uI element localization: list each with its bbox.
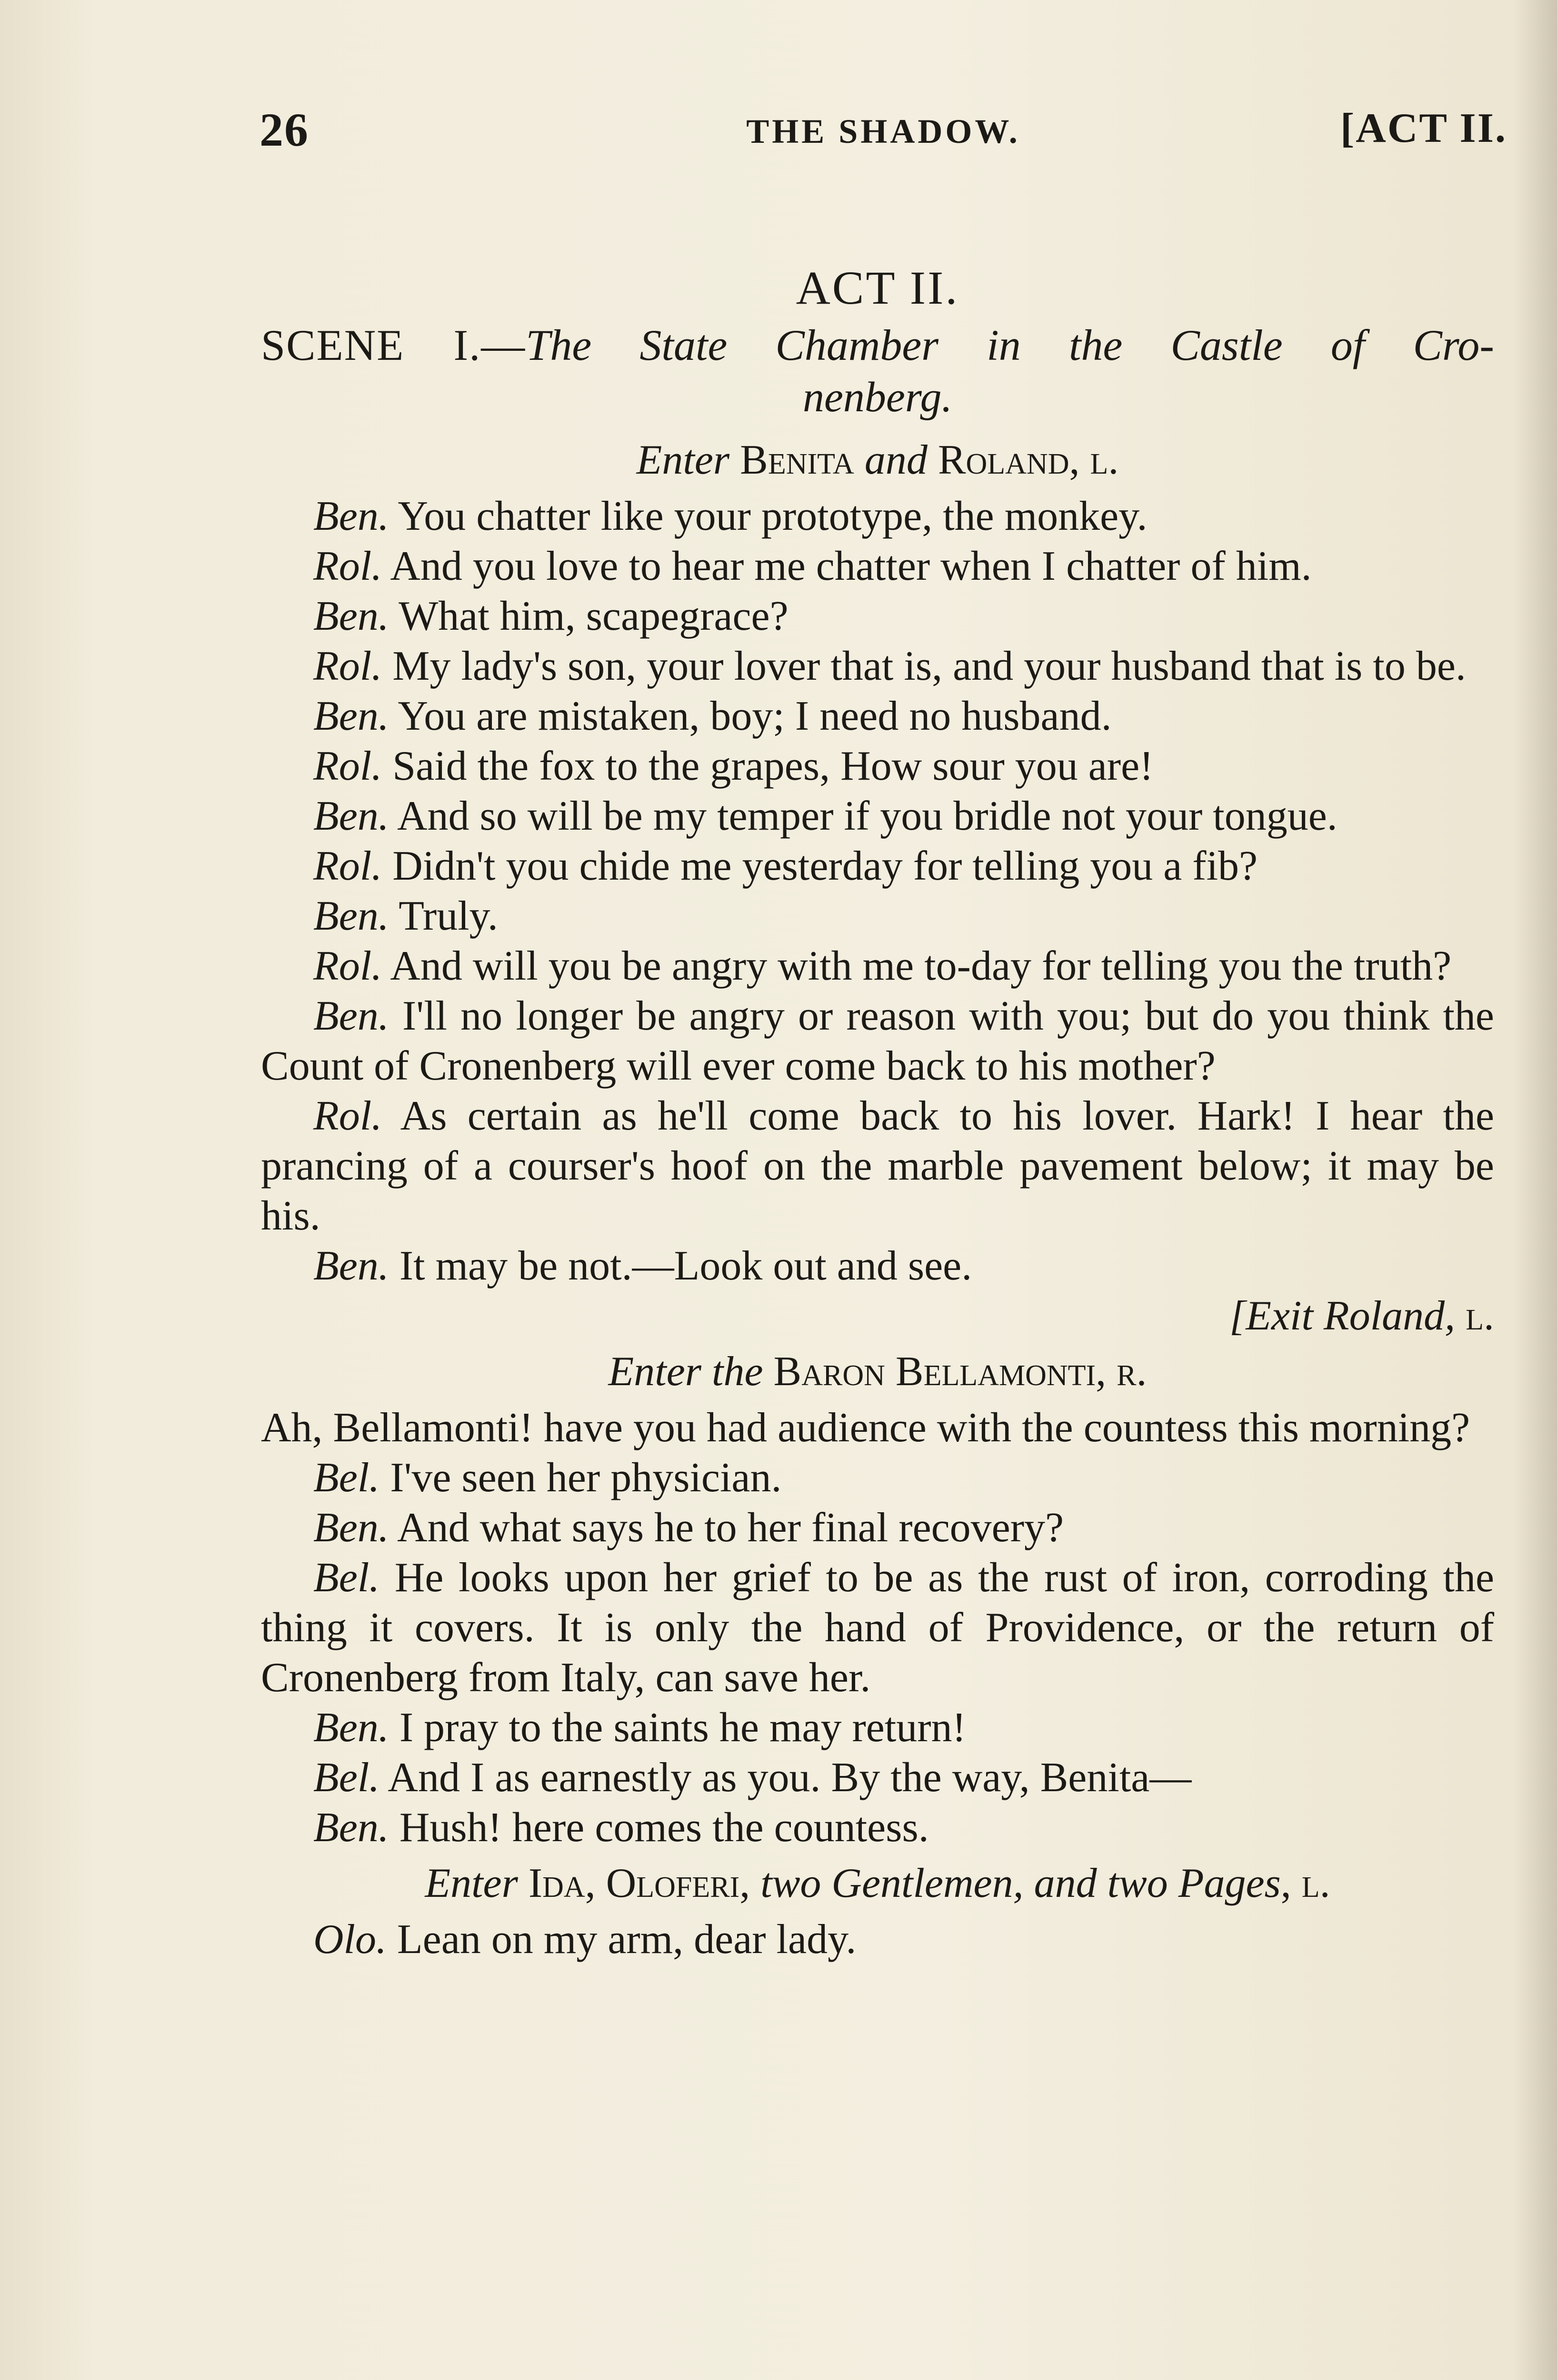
speech-line [261, 1553, 1494, 1703]
speaker-name: Ben. [313, 693, 389, 739]
speaker-name: Bel. [313, 1455, 380, 1501]
speech-line [261, 791, 1494, 841]
speech-line [261, 691, 1494, 741]
stage-side: , l. [1280, 1860, 1330, 1906]
speech-line [261, 941, 1494, 991]
scene-location: The State Chamber in the Castle of Cro- [526, 321, 1495, 369]
speech-line [261, 641, 1494, 691]
speech-text: I'll no longer be angry or reason with you; but do you think the Count of Cronenberg will ever come back to his mother? [261, 993, 1494, 1089]
stage-direction-enter-ida: Enter Ida, Oloferi, two Gentlemen, and two Pages, l. [425, 1860, 1330, 1906]
speech-line [261, 1914, 1494, 1964]
speech-text: Said the fox to the grapes, How sour you are! [392, 743, 1154, 789]
speech-line [261, 741, 1494, 791]
stage-direction-enter-bellamonti [261, 1346, 1494, 1398]
stage-attendants: two Gentlemen, and two Pages [760, 1860, 1281, 1906]
speech-line [261, 1803, 1494, 1853]
speech-text: My lady's son, your lover that is, and your husband that is to be. [392, 643, 1466, 689]
page-gutter-shadow [1514, 0, 1557, 2380]
speech-text: And you love to hear me chatter when I chatter of him. [390, 543, 1312, 589]
stage-and-word: and [864, 437, 928, 483]
speech-text: Lean on my arm, dear lady. [397, 1916, 857, 1963]
speaker-name: Rol. [313, 743, 382, 789]
dialogue-block-3 [261, 1914, 1494, 1964]
speaker-name: Rol. [313, 843, 382, 889]
stage-side: , l. [1069, 437, 1119, 483]
speech-line [261, 991, 1494, 1091]
page-body [261, 257, 1494, 1964]
speech-text: And what says he to her final recovery? [397, 1505, 1064, 1551]
exit-text: [Exit Roland, [1229, 1293, 1456, 1339]
speech-text: What him, scapegrace? [399, 593, 788, 639]
speech-line [261, 841, 1494, 891]
speech-text: Hush! here comes the countess. [399, 1805, 929, 1851]
speech-line [261, 1453, 1494, 1503]
speech-line [261, 1503, 1494, 1553]
speech-text: It may be not.—Look out and see. [399, 1243, 972, 1289]
speaker-name: Ben. [313, 793, 389, 839]
character-bellamonti: Baron Bellamonti [773, 1349, 1096, 1395]
stage-side: , r. [1096, 1349, 1147, 1395]
speech-line [261, 1241, 1494, 1291]
speaker-name: Rol. [313, 543, 382, 589]
speech-text: I've seen her physician. [390, 1455, 782, 1501]
running-title: THE SHADOW. [746, 112, 1020, 150]
speaker-name: Rol. [313, 1093, 382, 1139]
speech-text: I pray to the saints he may return! [399, 1705, 966, 1751]
speech-line [261, 1753, 1494, 1803]
act-title: ACT II. [796, 261, 959, 314]
speaker-name: Ben. [313, 593, 389, 639]
speech-text: You are mistaken, boy; I need no husband. [398, 693, 1112, 739]
stage-direction-enter-benita-roland [261, 434, 1494, 486]
stage-enter-word: Enter [425, 1860, 518, 1906]
speaker-name: Ben. [313, 1505, 389, 1551]
speech-text: He looks upon her grief to be as the rust of iron, corroding the thing it covers. It is only the hand of Providence, or the return of Cronenberg from Italy, can save her. [261, 1555, 1495, 1701]
speech-line [261, 1703, 1494, 1753]
speech-text: Truly. [399, 893, 498, 939]
speaker-name: Bel. [313, 1555, 380, 1601]
speaker-name: Olo. [313, 1916, 387, 1963]
speaker-name: Ben. [313, 1805, 389, 1851]
speech-line [261, 1091, 1494, 1241]
dialogue-block-1 [261, 491, 1494, 1291]
stage-enter-word: Enter the [608, 1349, 763, 1395]
speech-line [261, 591, 1494, 641]
speaker-name: Rol. [313, 643, 382, 689]
speech-line [261, 541, 1494, 591]
speech-text: Didn't you chide me yesterday for telling you a fib? [392, 843, 1258, 889]
speech-text: You chatter like your prototype, the monkey. [398, 493, 1148, 539]
speech-text: And so will be my temper if you bridle not your tongue. [397, 793, 1337, 839]
speech-text: And I as earnestly as you. By the way, Benita— [388, 1755, 1192, 1801]
character-roland: Roland [938, 437, 1069, 483]
exit-side: l. [1466, 1293, 1494, 1339]
speaker-name: Ben. [313, 1705, 389, 1751]
speaker-name: Ben. [313, 893, 389, 939]
stage-enter-word: Enter [636, 437, 730, 483]
speaker-name: Bel. [313, 1755, 380, 1801]
speech-line [261, 491, 1494, 541]
running-header [260, 102, 1507, 164]
speaker-name: Ben. [313, 1243, 389, 1289]
character-ida: Ida [528, 1860, 585, 1906]
scene-location-continued: nenberg. [802, 374, 953, 421]
speech-address-bellamonti: Ah, Bellamonti! have you had audience with the countess this morning? [261, 1405, 1470, 1451]
speaker-name: Ben. [313, 493, 389, 539]
running-act-label: [ACT II. [1340, 105, 1507, 151]
speaker-name: Ben. [313, 993, 389, 1039]
character-oloferi: Oloferi [606, 1860, 740, 1906]
scene-heading [261, 319, 1494, 371]
speech-text: And will you be angry with me to-day for telling you the truth? [390, 943, 1452, 989]
dialogue-block-2 [261, 1453, 1494, 1853]
stage-direction-exit-roland [261, 1291, 1494, 1341]
scene-number: SCENE I.— [261, 321, 526, 369]
page-number: 26 [260, 103, 309, 156]
speech-line [261, 891, 1494, 941]
speech-text: As certain as he'll come back to his lover. Hark! I hear the prancing of a courser's hoof on the marble pavement below; it may be his. [261, 1093, 1494, 1239]
character-benita: Benita [740, 437, 854, 483]
speaker-name: Rol. [313, 943, 382, 989]
